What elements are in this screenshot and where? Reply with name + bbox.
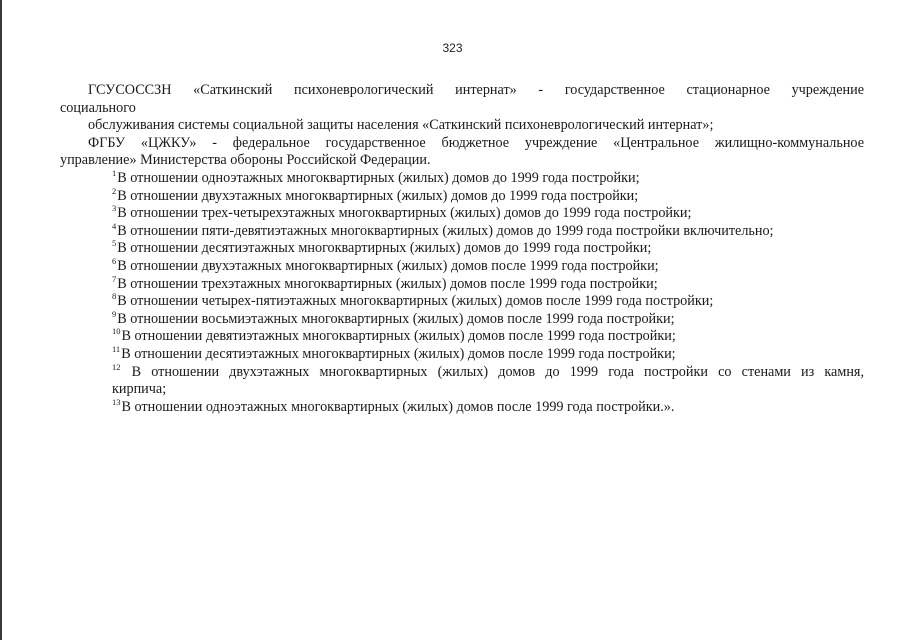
footnote-item [60, 308, 864, 329]
footnote-item [60, 220, 864, 241]
footnote-text: В отношении девятиэтажных многоквартирных (жилых) домов после 1999 года постройки; [121, 328, 676, 345]
abbreviation-gsusosszn-line1: ГСУСОССЗН «Саткинский психоневрологический интернат» - государственное стационарное учреждение [88, 82, 864, 98]
footnote-item [60, 293, 864, 311]
footnote-number: 5 [112, 238, 117, 249]
page-number: 323 [442, 41, 463, 55]
footnote-text: В отношении одноэтажных многоквартирных (жилых) домов до 1999 года постройки; [117, 169, 640, 186]
footnote-text: В отношении двухэтажных многоквартирных (жилых) домов до 1999 года постройки со стенами из камня, [131, 363, 864, 380]
footnote-number: 3 [112, 203, 117, 214]
footnote-number: 11 [112, 343, 121, 354]
footnote-item [60, 396, 864, 417]
abbreviation-gsusosszn-line3: обслуживания системы социальной защиты населения «Саткинский психоневрологический интернат»; [88, 117, 714, 134]
footnote-number: 7 [112, 273, 117, 284]
footnote-number: 6 [112, 255, 117, 266]
footnote-number: 1 [112, 167, 117, 178]
footnote-number: 13 [112, 396, 121, 407]
document-body [60, 82, 864, 416]
footnote-number: 10 [112, 326, 121, 337]
footnote-item [60, 273, 864, 294]
footnote-item [60, 361, 864, 382]
footnote-item [60, 240, 864, 258]
footnote-item [60, 328, 864, 346]
footnote-text: В отношении четырех-пятиэтажных многоквартирных (жилых) домов после 1999 года постройки; [117, 293, 714, 310]
footnote-text: В отношении трех-четырехэтажных многоквартирных (жилых) домов до 1999 года постройки; [117, 205, 692, 222]
footnote-item [60, 343, 864, 364]
footnote-item [60, 167, 864, 188]
footnote-item [60, 205, 864, 223]
footnote-text: В отношении десятиэтажных многоквартирных (жилых) домов после 1999 года постройки; [121, 345, 676, 362]
footnote-number: 8 [112, 291, 117, 302]
footnote-continuation: кирпича; [112, 381, 167, 398]
abbreviation-gsusosszn-line2: социального [60, 99, 136, 116]
footnote-text: В отношении двухэтажных многоквартирных (жилых) домов до 1999 года постройки; [117, 187, 639, 204]
footnote-number: 2 [112, 185, 117, 196]
abbreviation-fgbu-line1: ФГБУ «ЦЖКУ» - федеральное государственное бюджетное учреждение «Центральное жилищно-коммунальное [88, 134, 864, 151]
abbreviation-fgbu-line2: управление» Министерства обороны Российской Федерации. [60, 152, 431, 169]
footnote-text: В отношении десятиэтажных многоквартирных (жилых) домов до 1999 года постройки; [117, 240, 652, 257]
footnote-text: В отношении восьмиэтажных многоквартирных (жилых) домов после 1999 года постройки; [117, 310, 675, 327]
footnote-item [60, 255, 864, 276]
scan-edge [0, 0, 2, 640]
footnote-item [60, 185, 864, 206]
footnote-number: 4 [112, 220, 117, 231]
footnote-text: В отношении трехэтажных многоквартирных (жилых) домов после 1999 года постройки; [117, 275, 658, 292]
footnote-text: В отношении пяти-девятиэтажных многоквартирных (жилых) домов до 1999 года постройки включительно; [117, 222, 774, 239]
footnote-text: В отношении одноэтажных многоквартирных (жилых) домов после 1999 года постройки.». [121, 398, 675, 415]
footnote-number: 12 [112, 361, 121, 372]
footnote-text: В отношении двухэтажных многоквартирных (жилых) домов после 1999 года постройки; [117, 257, 659, 274]
footnote-number: 9 [112, 308, 117, 319]
